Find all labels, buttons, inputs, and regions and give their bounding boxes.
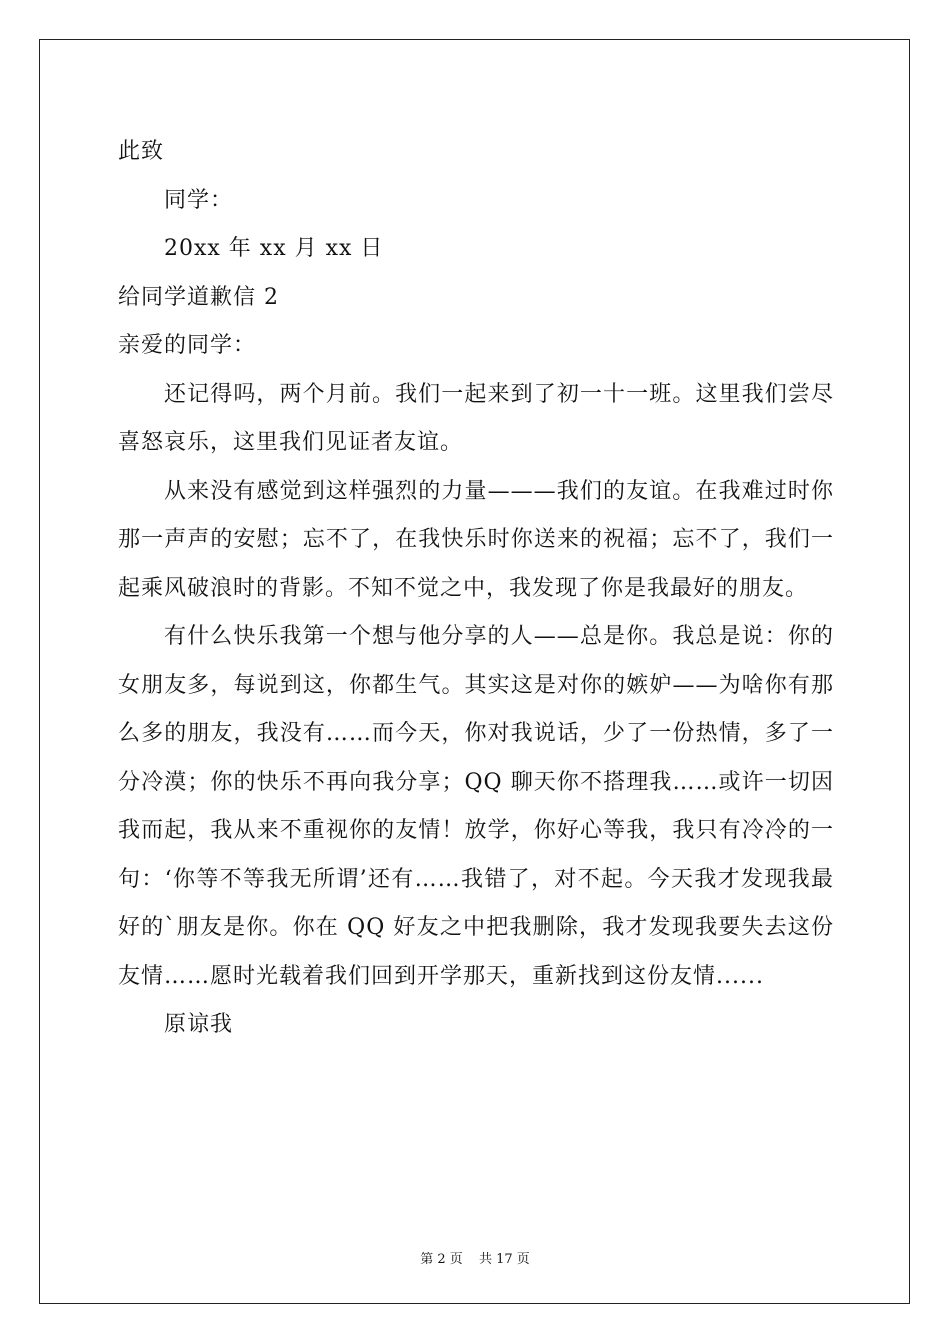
page-number: 第 2 页 bbox=[420, 1252, 463, 1267]
closing-text: 此致 bbox=[118, 139, 165, 164]
paragraph-3: 有什么快乐我第一个想与他分享的人——总是你。我总是说：你的女朋友多，每说到这，你都生气。其实这是对你的嫉妒——为啥你有那么多的朋友，我没有……而今天，你对我说话，少了一份热情，多了一分冷漠；你的快乐不再向我分享；QQ 聊天你不搭理我……或许一切因我而起，我从来不重视你的友情！放学，你好心等我，我只有冷冷的一句：‘你等不等我无所谓’还有……我错了，对不起。今天我才发现我最好的`朋友是你。你在 QQ 好友之中把我删除，我才发现我要失去这份友情……愿时光载着我们回到开学那天，重新找到这份友情...... bbox=[118, 624, 834, 989]
date-text: 20xx 年 xx 月 xx 日 bbox=[164, 236, 384, 261]
salutation-text: 亲爱的同学： bbox=[118, 333, 257, 358]
recipient-text: 同学： bbox=[164, 187, 234, 213]
ending-text: 原谅我 bbox=[164, 1012, 234, 1037]
document-body bbox=[118, 128, 834, 1050]
paragraph-1: 还记得吗，两个月前。我们一起来到了初一十一班。这里我们尝尽喜怒哀乐，这里我们见证者友谊。 bbox=[118, 381, 834, 455]
paragraph-2: 从来没有感觉到这样强烈的力量———我们的友谊。在我难过时你那一声声的安慰；忘不了，在我快乐时你送来的祝福；忘不了，我们一起乘风破浪时的背影。不知不觉之中，我发现了你是我最好的朋友。 bbox=[118, 478, 834, 601]
page-total: 共 17 页 bbox=[478, 1252, 530, 1267]
letter-title: 给同学道歉信 2 bbox=[118, 284, 279, 310]
page-footer bbox=[0, 1248, 950, 1267]
